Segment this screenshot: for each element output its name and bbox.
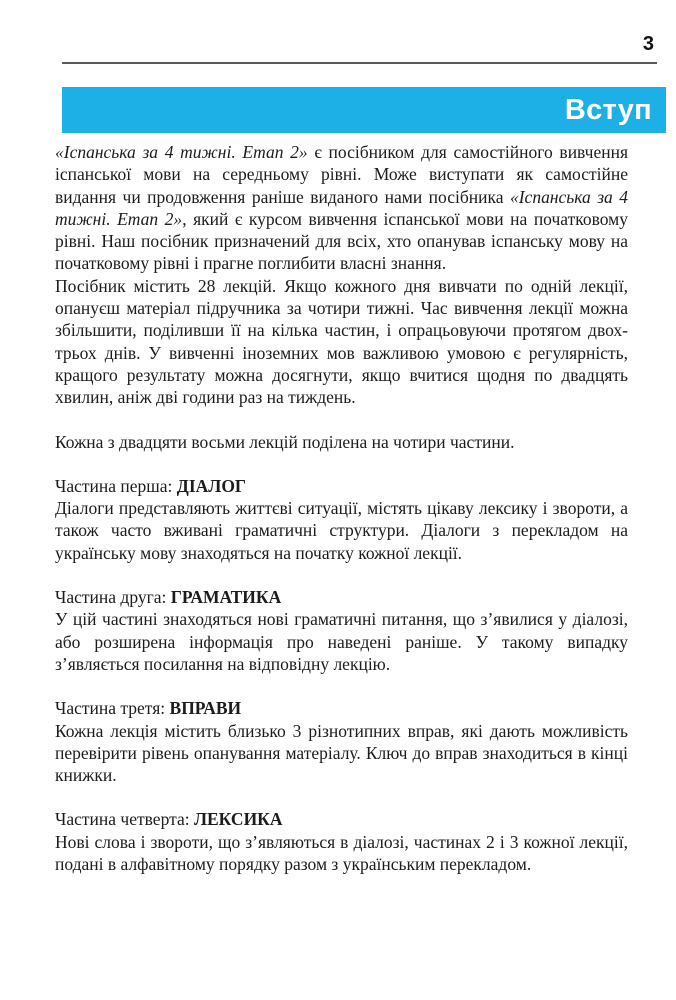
intro-paragraph-2: Посібник містить 28 лекцій. Якщо кожного дня вивчати по одній лекції, опануєш матеріал підручника за чотири тижні. Час вивчення лекції можна збільшити, поділивши її на кілька частин, і опрацьовуючи протягом двох-трьох днів. У вивченні іноземних мов важливою умовою є регулярність, кращого результату можна досягнути, якщо вчитися щодня по двадцять хвилин, аніж дві години раз на тиждень. — [55, 275, 628, 408]
section-heading: Частина перша: ДІАЛОГ — [55, 475, 247, 496]
section-part-4-vocabulary — [55, 808, 628, 875]
section-part-2-grammar — [55, 586, 628, 675]
section-body: Нові слова і звороти, що з’являються в діалозі, частинах 2 і 3 кожної лекції, подані в алфавітному порядку разом з українським перекладом. — [55, 831, 628, 875]
intro-paragraph-1: «Іспанська за 4 тижні. Етап 2» є посібником для самостійного вивчення іспанської мови на середньому рівні. Може виступати як самостійне видання чи продовження раніше виданого нами посібника «Іспанська за 4 тижні. Етап 2», який є курсом вивчення іспанської мови на початковому рівні. Наш посібник призначений для всіх, хто опанував іспанську мову на початковому рівні і прагне поглибити власні знання. — [55, 142, 629, 274]
section-part-3-exercises — [55, 697, 628, 786]
page-body — [55, 141, 628, 875]
page-number: 3 — [642, 33, 654, 55]
section-heading: Частина друга: ГРАМАТИКА — [55, 587, 282, 608]
section-heading: Частина третя: ВПРАВИ — [55, 698, 242, 719]
section-body: Діалоги представляють життєві ситуації, містять цікаву лексику і звороти, а також часто вживані граматичні структури. Діалоги з перекладом на українську мову знаходяться на початку кожної лекції. — [55, 498, 628, 563]
section-body: У цій частині знаходяться нові граматичні питання, що з’явилися у діалозі, або розширена інформація про наведені раніше. У такому випадку з’являється посилання на відповідну лекцію. — [55, 609, 628, 674]
header-rule — [62, 62, 657, 64]
chapter-title: Вступ — [564, 93, 652, 126]
section-heading: Частина четверта: ЛЕКСИКА — [55, 809, 283, 830]
section-body: Кожна лекція містить близько 3 різнотипних вправ, які дають можливість перевірити рівень опанування матеріалу. Ключ до вправ знаходиться в кінці книжки. — [55, 720, 628, 786]
chapter-header-bar — [62, 87, 666, 133]
section-part-1-dialog — [55, 475, 628, 564]
overview-line: Кожна з двадцяти восьми лекцій поділена на чотири частини. — [55, 431, 515, 452]
